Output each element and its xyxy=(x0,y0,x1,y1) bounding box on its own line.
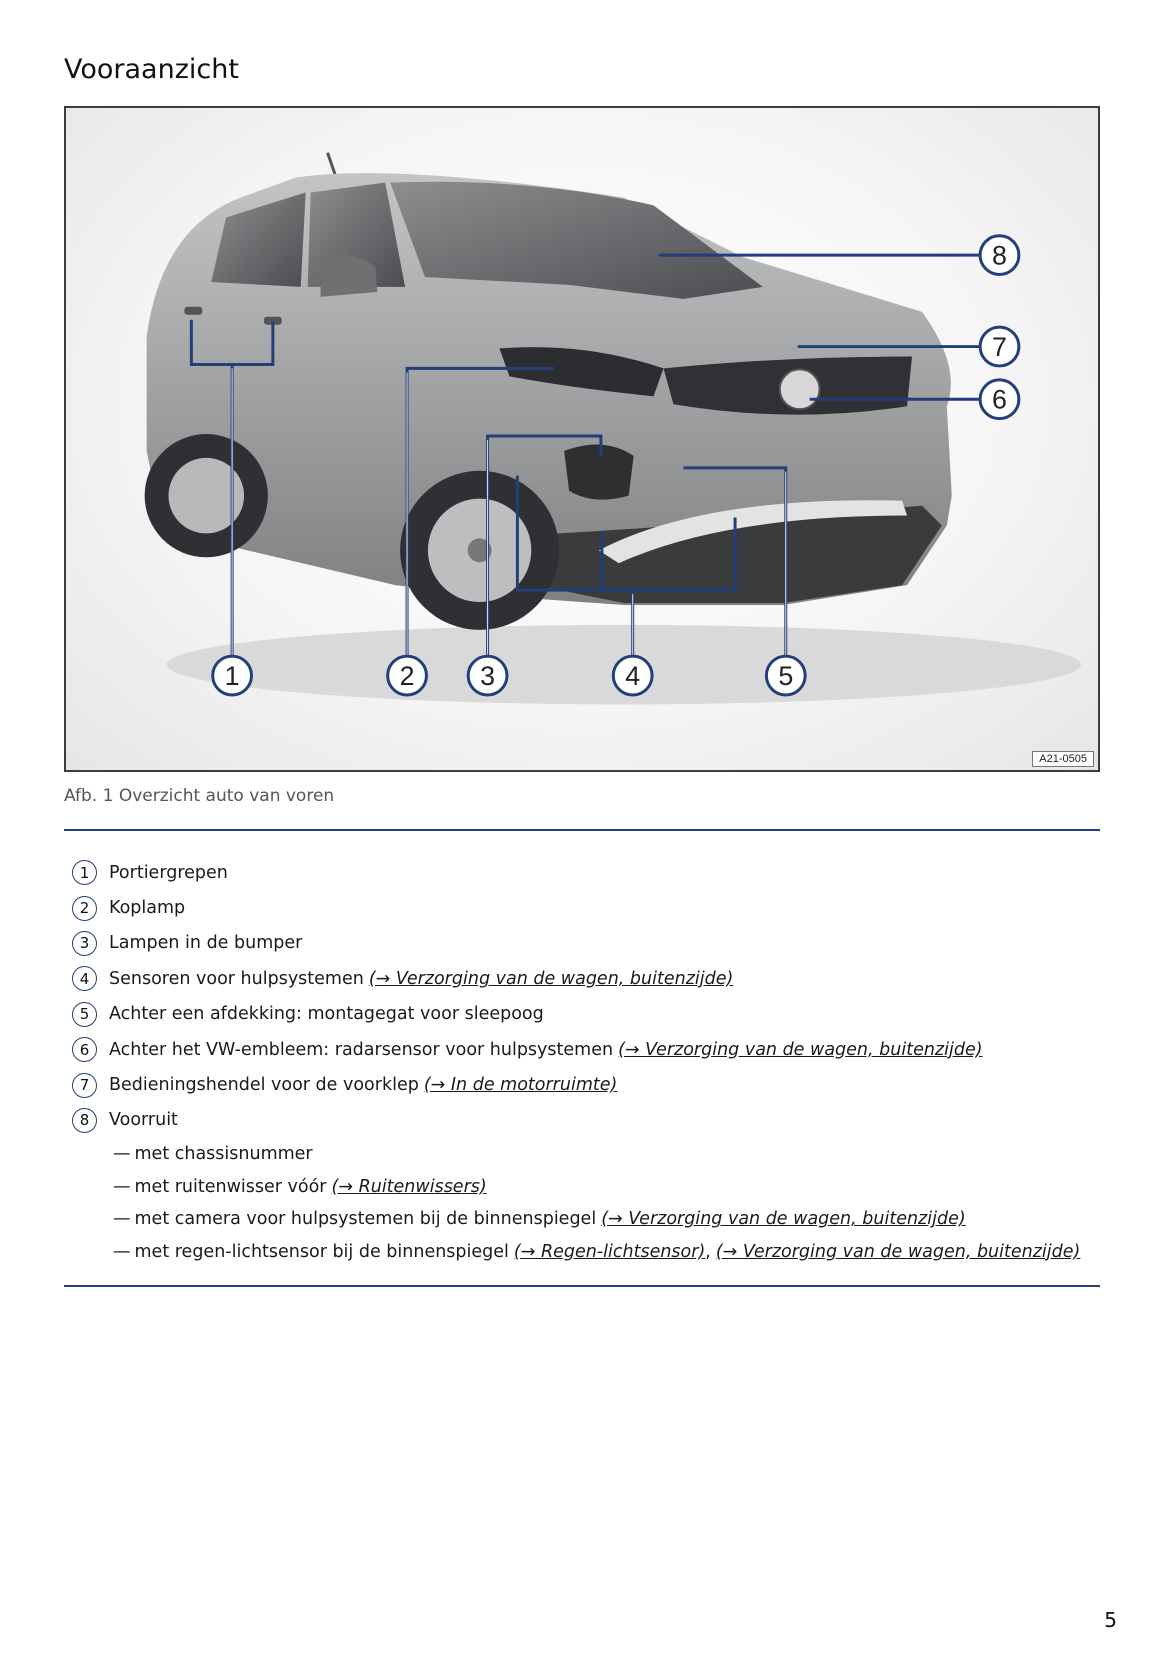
callout-3-label: 3 xyxy=(480,661,496,692)
sub-item xyxy=(113,1171,1080,1204)
legend-item-5 xyxy=(72,997,983,1032)
callout-7-label: 7 xyxy=(992,332,1007,363)
callout-8 xyxy=(980,236,1019,275)
legend-text: Sensoren voor hulpsystemen xyxy=(109,968,364,989)
divider-bottom xyxy=(64,1285,1100,1287)
legend-text: Bedieningshendel voor de voorklep xyxy=(109,1075,419,1096)
legend-item-4 xyxy=(72,961,983,996)
car-front-figure xyxy=(64,106,1100,772)
dash: — xyxy=(113,1209,131,1230)
sub-item-text: met regen-lichtsensor bij de binnenspiegel xyxy=(134,1241,509,1262)
callout-6 xyxy=(980,380,1019,419)
callout-4-label: 4 xyxy=(625,661,641,692)
cross-ref-link[interactable]: (→ Verzorging van de wagen, buitenzijde) xyxy=(618,1039,983,1060)
cross-ref-link[interactable]: (→ Verzorging van de wagen, buitenzijde) xyxy=(601,1209,966,1230)
sub-item-text: met ruitenwisser vóór xyxy=(134,1176,327,1197)
legend-item-6 xyxy=(72,1032,983,1067)
legend-item-7 xyxy=(72,1067,983,1102)
callout-4 xyxy=(613,656,652,695)
car-illustration xyxy=(66,108,1098,770)
sub-item xyxy=(113,1236,1080,1269)
dash: — xyxy=(113,1176,131,1197)
cross-ref-link[interactable]: (→ Regen-lichtsensor) xyxy=(513,1241,706,1262)
legend-text: Voorruit xyxy=(109,1110,178,1131)
legend-number-8: 8 xyxy=(72,1108,97,1133)
windshield-sub-list xyxy=(113,1138,1080,1268)
callout-2 xyxy=(388,656,427,695)
page-title: Vooraanzicht xyxy=(64,54,239,85)
legend-item-1 xyxy=(72,855,983,890)
legend-text: Achter het VW-embleem: radarsensor voor hulpsystemen xyxy=(109,1039,614,1060)
legend-number-7: 7 xyxy=(72,1073,97,1098)
callout-5-label: 5 xyxy=(778,661,794,692)
legend-number-2: 2 xyxy=(72,896,97,921)
callout-1 xyxy=(213,656,252,695)
figure-caption: Afb. 1 Overzicht auto van voren xyxy=(64,786,335,806)
cross-ref-link[interactable]: (→ Verzorging van de wagen, buitenzijde) xyxy=(715,1241,1081,1262)
legend-text: Achter een afdekking: montagegat voor sleepoog xyxy=(109,1004,544,1025)
antenna xyxy=(328,153,336,176)
dash: — xyxy=(113,1144,131,1165)
callout-2-label: 2 xyxy=(399,661,415,692)
legend-item-2 xyxy=(72,890,983,925)
legend-number-5: 5 xyxy=(72,1002,97,1027)
legend-number-6: 6 xyxy=(72,1037,97,1062)
callout-3 xyxy=(468,656,507,695)
callout-1-label: 1 xyxy=(224,661,240,692)
cross-ref-link[interactable]: (→ Ruitenwissers) xyxy=(331,1176,487,1197)
legend-text: Lampen in de bumper xyxy=(109,933,303,954)
sub-item-text: met camera voor hulpsystemen bij de binnenspiegel xyxy=(134,1209,597,1230)
legend-item-8 xyxy=(72,1103,983,1138)
callout-5 xyxy=(766,656,805,695)
cross-ref-link[interactable]: (→ In de motorruimte) xyxy=(423,1075,618,1096)
callout-8-label: 8 xyxy=(992,240,1007,271)
legend-text: Portiergrepen xyxy=(109,862,228,883)
legend-text: Koplamp xyxy=(109,898,186,919)
callout-7 xyxy=(980,327,1019,366)
legend-number-1: 1 xyxy=(72,860,97,885)
figure-id-label: A21-0505 xyxy=(1032,751,1094,767)
vw-emblem xyxy=(780,369,820,409)
sub-item xyxy=(113,1203,1080,1236)
sub-item xyxy=(113,1138,1080,1171)
callout-6-label: 6 xyxy=(992,384,1007,415)
legend-item-3 xyxy=(72,926,983,961)
page-number: 5 xyxy=(1104,1608,1117,1632)
door-handle-rear xyxy=(184,307,202,315)
legend-list xyxy=(72,855,983,1138)
divider-top xyxy=(64,829,1100,831)
dash: — xyxy=(113,1241,131,1262)
sub-item-text: met chassisnummer xyxy=(134,1144,313,1165)
fog-light xyxy=(564,445,634,500)
legend-number-4: 4 xyxy=(72,966,97,991)
legend-number-3: 3 xyxy=(72,931,97,956)
ref-separator: , xyxy=(705,1241,711,1262)
cross-ref-link[interactable]: (→ Verzorging van de wagen, buitenzijde) xyxy=(368,968,734,989)
